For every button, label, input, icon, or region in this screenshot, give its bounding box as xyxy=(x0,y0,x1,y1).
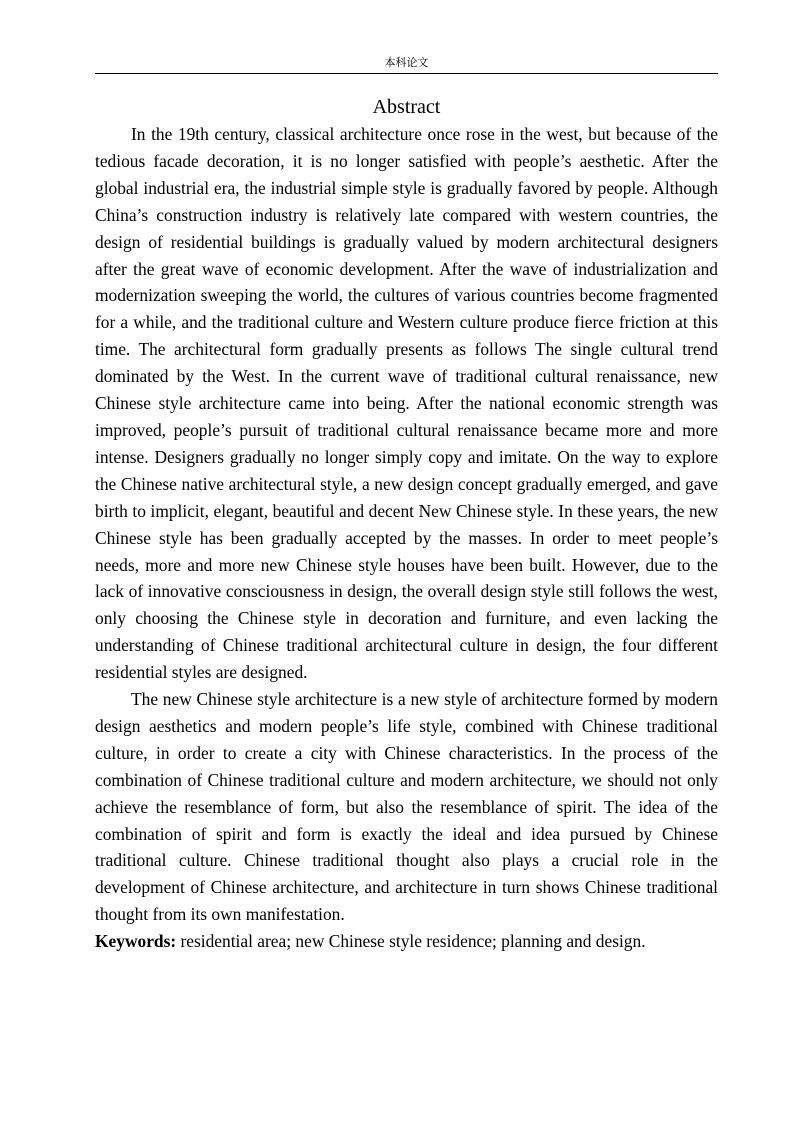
abstract-section xyxy=(95,94,718,955)
keywords-text: residential area; new Chinese style residence; planning and design. xyxy=(176,931,646,952)
abstract-paragraph-2: The new Chinese style architecture is a new style of architecture formed by modern design aesthetics and modern people’s life style, combined with Chinese traditional culture, in order to create a city with Chinese characteristics. In the process of the combination of Chinese traditional culture and modern architecture, we should not only achieve the resemblance of form, but also the resemblance of spirit. The idea of the combination of spirit and form is exactly the ideal and idea pursued by Chinese traditional culture. Chinese traditional thought also plays a crucial role in the development of Chinese architecture, and architecture in turn shows Chinese traditional thought from its own manifestation. xyxy=(95,689,718,925)
running-header: 本科论文 xyxy=(384,56,429,69)
abstract-title: Abstract xyxy=(372,96,441,118)
abstract-paragraph-1: In the 19th century, classical architecture once rose in the west, but because of the tedious facade decoration, it is no longer satisfied with people’s aesthetic. After the global industrial era, the industrial simple style is gradually favored by people. Although China’s construction industry is relatively late compared with western countries, the design of residential buildings is gradually valued by modern architectural designers after the great wave of economic development. After the wave of industrialization and modernization sweeping the world, the cultures of various countries become fragmented for a while, and the traditional culture and Western culture produce fierce friction at this time. The architectural form gradually presents as follows The single cultural trend dominated by the West. In the current wave of traditional cultural renaissance, new Chinese style architecture came into being. After the national economic strength was improved, people’s pursuit of traditional cultural renaissance became more and more intense. Designers gradually no longer simply copy and imitate. On the way to explore the Chinese native architectural style, a new design concept gradually emerged, and gave birth to implicit, elegant, beautiful and decent New Chinese style. In these years, the new Chinese style has been gradually accepted by the masses. In order to meet people’s needs, more and more new Chinese style houses have been built. However, due to the lack of innovative consciousness in design, the overall design style still follows the west, only choosing the Chinese style in decoration and furniture, and even lacking the understanding of Chinese traditional architectural culture in design, the four different residential styles are designed. xyxy=(95,124,718,683)
keywords-label: Keywords: xyxy=(95,931,177,952)
header-divider xyxy=(95,73,718,74)
keywords-line xyxy=(95,928,718,955)
